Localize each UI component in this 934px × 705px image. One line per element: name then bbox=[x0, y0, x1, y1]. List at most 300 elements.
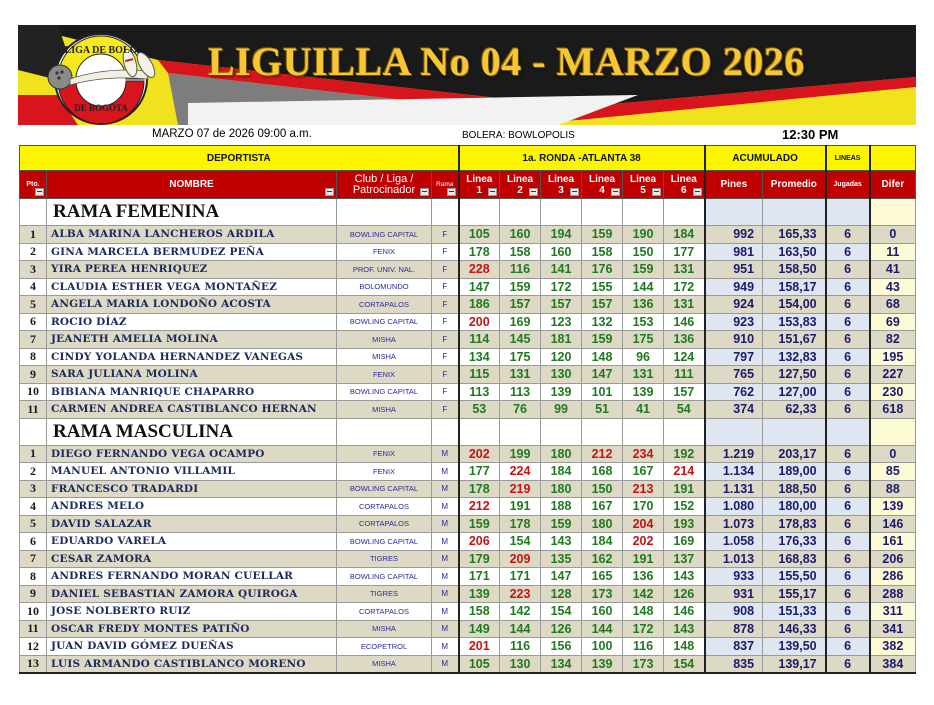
position-cell: 10 bbox=[20, 383, 47, 401]
position-cell: 4 bbox=[20, 278, 47, 296]
difer-cell: 618 bbox=[870, 401, 916, 419]
section-promedio-blank bbox=[763, 418, 826, 445]
line-2-score-cell: 116 bbox=[500, 638, 541, 656]
line-6-score-cell: 184 bbox=[664, 226, 705, 244]
table-row bbox=[20, 585, 916, 603]
table-row bbox=[20, 313, 916, 331]
filter-dropdown-icon[interactable] bbox=[570, 188, 579, 196]
line-6-score-cell: 169 bbox=[664, 533, 705, 551]
line-6-score-cell: 146 bbox=[664, 313, 705, 331]
col-header-pos[interactable]: Pto. bbox=[20, 171, 47, 199]
filter-dropdown-icon[interactable] bbox=[35, 188, 44, 196]
section-pos-blank bbox=[20, 418, 47, 445]
section-jugadas-blank bbox=[826, 199, 870, 226]
table-row bbox=[20, 480, 916, 498]
line-5-score-cell: 175 bbox=[623, 331, 664, 349]
section-line-blank bbox=[623, 199, 664, 226]
line-4-score-cell: 162 bbox=[582, 550, 623, 568]
promedio-cell: 189,00 bbox=[763, 463, 826, 481]
promedio-cell: 153,83 bbox=[763, 313, 826, 331]
club-cell: FENIX bbox=[337, 463, 432, 481]
line-4-score-cell: 184 bbox=[582, 533, 623, 551]
line-5-score-cell: 148 bbox=[623, 603, 664, 621]
position-cell: 7 bbox=[20, 550, 47, 568]
player-name-cell: CESAR ZAMORA bbox=[47, 550, 337, 568]
pines-total-cell: 910 bbox=[705, 331, 763, 349]
club-cell: CORTAPALOS bbox=[337, 498, 432, 516]
line-4-score-cell: 160 bbox=[582, 603, 623, 621]
player-name-cell: GINA MARCELA BERMUDEZ PEÑA bbox=[47, 243, 337, 261]
difer-cell: 161 bbox=[870, 533, 916, 551]
rama-cell: F bbox=[432, 401, 459, 419]
line-2-score-cell: 157 bbox=[500, 296, 541, 314]
header-banner bbox=[18, 25, 916, 125]
venue-label: BOLERA: BOWLOPOLIS bbox=[462, 130, 575, 141]
line-6-score-cell: 177 bbox=[664, 243, 705, 261]
section-line-blank bbox=[500, 199, 541, 226]
line-1-score-cell: 158 bbox=[459, 603, 500, 621]
club-cell: ECOPETROL bbox=[337, 638, 432, 656]
line-5-score-cell: 41 bbox=[623, 401, 664, 419]
line-1-score-cell: 171 bbox=[459, 568, 500, 586]
difer-cell: 341 bbox=[870, 620, 916, 638]
position-cell: 2 bbox=[20, 243, 47, 261]
filter-dropdown-icon[interactable] bbox=[652, 188, 661, 196]
col-header-linea-5[interactable]: Linea 5 bbox=[623, 171, 664, 199]
jugadas-cell: 6 bbox=[826, 620, 870, 638]
section-line-blank bbox=[459, 418, 500, 445]
difer-cell: 206 bbox=[870, 550, 916, 568]
table-row bbox=[20, 348, 916, 366]
line-5-score-cell: 190 bbox=[623, 226, 664, 244]
col-header-club[interactable]: Club / Liga / Patrocinador bbox=[337, 171, 432, 199]
line-2-score-cell: 158 bbox=[500, 243, 541, 261]
club-cell: MISHA bbox=[337, 620, 432, 638]
svg-text:DE BOGOTA: DE BOGOTA bbox=[74, 103, 128, 113]
line-4-score-cell: 147 bbox=[582, 366, 623, 384]
line-1-score-cell: 149 bbox=[459, 620, 500, 638]
jugadas-cell: 6 bbox=[826, 313, 870, 331]
column-header-row bbox=[20, 171, 916, 199]
line-2-score-cell: 209 bbox=[500, 550, 541, 568]
line-5-score-cell: 234 bbox=[623, 445, 664, 463]
line-1-score-cell: 134 bbox=[459, 348, 500, 366]
pines-total-cell: 923 bbox=[705, 313, 763, 331]
line-3-score-cell: 139 bbox=[541, 383, 582, 401]
table-row bbox=[20, 261, 916, 279]
club-cell: FENIX bbox=[337, 445, 432, 463]
group-header-ronda: 1a. RONDA -ATLANTA 38 bbox=[459, 146, 705, 171]
line-3-score-cell: 128 bbox=[541, 585, 582, 603]
line-2-score-cell: 142 bbox=[500, 603, 541, 621]
line-3-score-cell: 188 bbox=[541, 498, 582, 516]
line-5-score-cell: 173 bbox=[623, 655, 664, 673]
line-5-score-cell: 204 bbox=[623, 515, 664, 533]
promedio-cell: 176,33 bbox=[763, 533, 826, 551]
difer-cell: 384 bbox=[870, 655, 916, 673]
rama-cell: F bbox=[432, 331, 459, 349]
line-5-score-cell: 136 bbox=[623, 296, 664, 314]
line-3-score-cell: 120 bbox=[541, 348, 582, 366]
line-6-score-cell: 124 bbox=[664, 348, 705, 366]
section-jugadas-blank bbox=[826, 418, 870, 445]
col-header-jugadas: Jugadas bbox=[826, 171, 870, 199]
col-header-rama[interactable]: Rama bbox=[432, 171, 459, 199]
section-line-blank bbox=[500, 418, 541, 445]
difer-cell: 11 bbox=[870, 243, 916, 261]
player-name-cell: MANUEL ANTONIO VILLAMIL bbox=[47, 463, 337, 481]
pines-total-cell: 981 bbox=[705, 243, 763, 261]
rama-cell: M bbox=[432, 480, 459, 498]
line-5-score-cell: 167 bbox=[623, 463, 664, 481]
line-5-score-cell: 159 bbox=[623, 261, 664, 279]
pines-total-cell: 1.013 bbox=[705, 550, 763, 568]
line-4-score-cell: 101 bbox=[582, 383, 623, 401]
line-5-score-cell: 116 bbox=[623, 638, 664, 656]
line-2-score-cell: 76 bbox=[500, 401, 541, 419]
line-4-score-cell: 168 bbox=[582, 463, 623, 481]
line-5-score-cell: 139 bbox=[623, 383, 664, 401]
promedio-cell: 155,17 bbox=[763, 585, 826, 603]
line-3-score-cell: 135 bbox=[541, 550, 582, 568]
position-cell: 8 bbox=[20, 568, 47, 586]
line-6-score-cell: 191 bbox=[664, 480, 705, 498]
section-difer-blank bbox=[870, 418, 916, 445]
line-2-score-cell: 116 bbox=[500, 261, 541, 279]
line-4-score-cell: 100 bbox=[582, 638, 623, 656]
filter-dropdown-icon[interactable] bbox=[693, 188, 702, 196]
pines-total-cell: 1.131 bbox=[705, 480, 763, 498]
filter-dropdown-icon[interactable] bbox=[529, 188, 538, 196]
line-4-score-cell: 159 bbox=[582, 226, 623, 244]
section-promedio-blank bbox=[763, 199, 826, 226]
line-6-score-cell: 137 bbox=[664, 550, 705, 568]
line-6-score-cell: 136 bbox=[664, 331, 705, 349]
promedio-cell: 62,33 bbox=[763, 401, 826, 419]
line-4-score-cell: 150 bbox=[582, 480, 623, 498]
line-2-score-cell: 175 bbox=[500, 348, 541, 366]
difer-cell: 85 bbox=[870, 463, 916, 481]
filter-dropdown-icon[interactable] bbox=[611, 188, 620, 196]
filter-dropdown-icon[interactable] bbox=[488, 188, 497, 196]
promedio-cell: 127,50 bbox=[763, 366, 826, 384]
difer-cell: 43 bbox=[870, 278, 916, 296]
section-line-blank bbox=[623, 418, 664, 445]
filter-dropdown-icon[interactable] bbox=[325, 188, 334, 196]
table-row bbox=[20, 226, 916, 244]
line-3-score-cell: 141 bbox=[541, 261, 582, 279]
line-5-score-cell: 144 bbox=[623, 278, 664, 296]
line-1-score-cell: 178 bbox=[459, 480, 500, 498]
line-3-score-cell: 184 bbox=[541, 463, 582, 481]
player-name-cell: ANDRES FERNANDO MORAN CUELLAR bbox=[47, 568, 337, 586]
table-row bbox=[20, 445, 916, 463]
col-header-linea-3[interactable]: Linea 3 bbox=[541, 171, 582, 199]
section-line-blank bbox=[541, 418, 582, 445]
player-name-cell: CARMEN ANDREA CASTIBLANCO HERNAN bbox=[47, 401, 337, 419]
line-5-score-cell: 150 bbox=[623, 243, 664, 261]
difer-cell: 311 bbox=[870, 603, 916, 621]
results-table bbox=[19, 145, 916, 674]
club-cell: CORTAPALOS bbox=[337, 515, 432, 533]
promedio-cell: 158,17 bbox=[763, 278, 826, 296]
line-4-score-cell: 157 bbox=[582, 296, 623, 314]
jugadas-cell: 6 bbox=[826, 603, 870, 621]
position-cell: 12 bbox=[20, 638, 47, 656]
rama-cell: F bbox=[432, 383, 459, 401]
club-cell: CORTAPALOS bbox=[337, 296, 432, 314]
line-6-score-cell: 193 bbox=[664, 515, 705, 533]
table-row bbox=[20, 383, 916, 401]
line-4-score-cell: 155 bbox=[582, 278, 623, 296]
line-1-score-cell: 201 bbox=[459, 638, 500, 656]
line-2-score-cell: 113 bbox=[500, 383, 541, 401]
jugadas-cell: 6 bbox=[826, 226, 870, 244]
pines-total-cell: 762 bbox=[705, 383, 763, 401]
pines-total-cell: 951 bbox=[705, 261, 763, 279]
club-cell: PROF. UNIV. NAL. bbox=[337, 261, 432, 279]
line-4-score-cell: 176 bbox=[582, 261, 623, 279]
table-row bbox=[20, 498, 916, 516]
group-header-difer-blank bbox=[870, 146, 916, 171]
promedio-cell: 146,33 bbox=[763, 620, 826, 638]
line-3-score-cell: 172 bbox=[541, 278, 582, 296]
rama-cell: F bbox=[432, 366, 459, 384]
line-6-score-cell: 143 bbox=[664, 620, 705, 638]
section-title: RAMA FEMENINA bbox=[47, 199, 337, 226]
promedio-cell: 178,83 bbox=[763, 515, 826, 533]
pines-total-cell: 1.073 bbox=[705, 515, 763, 533]
line-1-score-cell: 105 bbox=[459, 655, 500, 673]
pines-total-cell: 1.080 bbox=[705, 498, 763, 516]
player-name-cell: ALBA MARINA LANCHEROS ARDILA bbox=[47, 226, 337, 244]
line-5-score-cell: 191 bbox=[623, 550, 664, 568]
line-5-score-cell: 131 bbox=[623, 366, 664, 384]
position-cell: 6 bbox=[20, 533, 47, 551]
line-1-score-cell: 147 bbox=[459, 278, 500, 296]
table-row bbox=[20, 296, 916, 314]
line-3-score-cell: 156 bbox=[541, 638, 582, 656]
club-cell: BOLOMUNDO bbox=[337, 278, 432, 296]
line-5-score-cell: 172 bbox=[623, 620, 664, 638]
rama-cell: M bbox=[432, 498, 459, 516]
rama-cell: M bbox=[432, 655, 459, 673]
group-header-lineas: LINEAS bbox=[826, 146, 870, 171]
line-6-score-cell: 131 bbox=[664, 261, 705, 279]
jugadas-cell: 6 bbox=[826, 480, 870, 498]
line-1-score-cell: 113 bbox=[459, 383, 500, 401]
line-3-score-cell: 147 bbox=[541, 568, 582, 586]
line-2-score-cell: 130 bbox=[500, 655, 541, 673]
player-name-cell: JEANETH AMELIA MOLINA bbox=[47, 331, 337, 349]
line-2-score-cell: 219 bbox=[500, 480, 541, 498]
difer-cell: 68 bbox=[870, 296, 916, 314]
club-cell: BOWLING CAPITAL bbox=[337, 533, 432, 551]
line-4-score-cell: 51 bbox=[582, 401, 623, 419]
pines-total-cell: 1.058 bbox=[705, 533, 763, 551]
line-2-score-cell: 131 bbox=[500, 366, 541, 384]
club-cell: MISHA bbox=[337, 348, 432, 366]
line-3-score-cell: 143 bbox=[541, 533, 582, 551]
pines-total-cell: 924 bbox=[705, 296, 763, 314]
rama-cell: M bbox=[432, 620, 459, 638]
player-name-cell: DIEGO FERNANDO VEGA OCAMPO bbox=[47, 445, 337, 463]
promedio-cell: 158,50 bbox=[763, 261, 826, 279]
event-date: MARZO 07 de 2026 09:00 a.m. bbox=[152, 128, 312, 140]
rama-cell: M bbox=[432, 568, 459, 586]
club-cell: FENIX bbox=[337, 366, 432, 384]
position-cell: 1 bbox=[20, 445, 47, 463]
difer-cell: 88 bbox=[870, 480, 916, 498]
line-4-score-cell: 158 bbox=[582, 243, 623, 261]
section-header-row bbox=[20, 199, 916, 226]
promedio-cell: 127,00 bbox=[763, 383, 826, 401]
line-5-score-cell: 202 bbox=[623, 533, 664, 551]
line-6-score-cell: 126 bbox=[664, 585, 705, 603]
rama-cell: F bbox=[432, 243, 459, 261]
line-6-score-cell: 54 bbox=[664, 401, 705, 419]
jugadas-cell: 6 bbox=[826, 568, 870, 586]
line-1-score-cell: 139 bbox=[459, 585, 500, 603]
club-cell: BOWLING CAPITAL bbox=[337, 226, 432, 244]
promedio-cell: 139,50 bbox=[763, 638, 826, 656]
line-2-score-cell: 145 bbox=[500, 331, 541, 349]
player-name-cell: ANDRES MELO bbox=[47, 498, 337, 516]
line-1-score-cell: 200 bbox=[459, 313, 500, 331]
filter-dropdown-icon[interactable] bbox=[420, 188, 429, 196]
pines-total-cell: 835 bbox=[705, 655, 763, 673]
line-1-score-cell: 228 bbox=[459, 261, 500, 279]
line-3-score-cell: 134 bbox=[541, 655, 582, 673]
jugadas-cell: 6 bbox=[826, 331, 870, 349]
section-line-blank bbox=[582, 199, 623, 226]
line-5-score-cell: 142 bbox=[623, 585, 664, 603]
player-name-cell: CINDY YOLANDA HERNANDEZ VANEGAS bbox=[47, 348, 337, 366]
filter-dropdown-icon[interactable] bbox=[447, 188, 456, 196]
pines-total-cell: 949 bbox=[705, 278, 763, 296]
table-row bbox=[20, 401, 916, 419]
player-name-cell: EDUARDO VARELA bbox=[47, 533, 337, 551]
club-cell: MISHA bbox=[337, 655, 432, 673]
col-header-linea-6[interactable]: Linea 6 bbox=[664, 171, 705, 199]
rama-cell: F bbox=[432, 226, 459, 244]
jugadas-cell: 6 bbox=[826, 463, 870, 481]
page-title: LIGUILLA No 04 - MARZO 2026 bbox=[208, 39, 805, 84]
table-row bbox=[20, 331, 916, 349]
line-3-score-cell: 126 bbox=[541, 620, 582, 638]
pines-total-cell: 992 bbox=[705, 226, 763, 244]
position-cell: 13 bbox=[20, 655, 47, 673]
table-row bbox=[20, 533, 916, 551]
section-pos-blank bbox=[20, 199, 47, 226]
jugadas-cell: 6 bbox=[826, 278, 870, 296]
difer-cell: 0 bbox=[870, 226, 916, 244]
player-name-cell: DAVID SALAZAR bbox=[47, 515, 337, 533]
line-4-score-cell: 139 bbox=[582, 655, 623, 673]
rama-cell: F bbox=[432, 296, 459, 314]
club-cell: BOWLING CAPITAL bbox=[337, 568, 432, 586]
pines-total-cell: 878 bbox=[705, 620, 763, 638]
line-6-score-cell: 131 bbox=[664, 296, 705, 314]
line-5-score-cell: 213 bbox=[623, 480, 664, 498]
line-4-score-cell: 144 bbox=[582, 620, 623, 638]
club-cell: TIGRES bbox=[337, 550, 432, 568]
jugadas-cell: 6 bbox=[826, 366, 870, 384]
rama-cell: F bbox=[432, 278, 459, 296]
rama-cell: F bbox=[432, 348, 459, 366]
table-row bbox=[20, 638, 916, 656]
table-row bbox=[20, 278, 916, 296]
jugadas-cell: 6 bbox=[826, 550, 870, 568]
line-5-score-cell: 96 bbox=[623, 348, 664, 366]
line-6-score-cell: 172 bbox=[664, 278, 705, 296]
pines-total-cell: 374 bbox=[705, 401, 763, 419]
line-5-score-cell: 170 bbox=[623, 498, 664, 516]
col-header-linea-2[interactable]: Linea 2 bbox=[500, 171, 541, 199]
difer-cell: 41 bbox=[870, 261, 916, 279]
event-time: 12:30 PM bbox=[782, 127, 839, 142]
col-header-name[interactable]: NOMBRE bbox=[47, 171, 337, 199]
line-4-score-cell: 148 bbox=[582, 348, 623, 366]
table-row bbox=[20, 463, 916, 481]
pines-total-cell: 837 bbox=[705, 638, 763, 656]
promedio-cell: 151,33 bbox=[763, 603, 826, 621]
line-1-score-cell: 114 bbox=[459, 331, 500, 349]
position-cell: 4 bbox=[20, 498, 47, 516]
line-1-score-cell: 159 bbox=[459, 515, 500, 533]
col-header-linea-1[interactable]: Linea 1 bbox=[459, 171, 500, 199]
line-2-score-cell: 191 bbox=[500, 498, 541, 516]
player-name-cell: FRANCESCO TRADARDI bbox=[47, 480, 337, 498]
section-line-blank bbox=[664, 199, 705, 226]
pines-total-cell: 933 bbox=[705, 568, 763, 586]
position-cell: 8 bbox=[20, 348, 47, 366]
liga-bolo-bogota-logo bbox=[46, 29, 166, 125]
section-club-blank bbox=[337, 418, 432, 445]
difer-cell: 195 bbox=[870, 348, 916, 366]
section-pines-blank bbox=[705, 418, 763, 445]
jugadas-cell: 6 bbox=[826, 243, 870, 261]
position-cell: 5 bbox=[20, 515, 47, 533]
promedio-cell: 168,83 bbox=[763, 550, 826, 568]
line-3-score-cell: 180 bbox=[541, 445, 582, 463]
line-1-score-cell: 177 bbox=[459, 463, 500, 481]
jugadas-cell: 6 bbox=[826, 348, 870, 366]
difer-cell: 82 bbox=[870, 331, 916, 349]
line-3-score-cell: 123 bbox=[541, 313, 582, 331]
line-5-score-cell: 153 bbox=[623, 313, 664, 331]
pines-total-cell: 1.134 bbox=[705, 463, 763, 481]
line-6-score-cell: 152 bbox=[664, 498, 705, 516]
jugadas-cell: 6 bbox=[826, 296, 870, 314]
player-name-cell: JOSE NOLBERTO RUIZ bbox=[47, 603, 337, 621]
line-1-score-cell: 202 bbox=[459, 445, 500, 463]
col-header-linea-4[interactable]: Linea 4 bbox=[582, 171, 623, 199]
line-3-score-cell: 181 bbox=[541, 331, 582, 349]
player-name-cell: CLAUDIA ESTHER VEGA MONTAÑEZ bbox=[47, 278, 337, 296]
club-cell: BOWLING CAPITAL bbox=[337, 313, 432, 331]
difer-cell: 69 bbox=[870, 313, 916, 331]
col-header-promedio: Promedio bbox=[763, 171, 826, 199]
table-row bbox=[20, 655, 916, 673]
position-cell: 11 bbox=[20, 620, 47, 638]
rama-cell: M bbox=[432, 463, 459, 481]
player-name-cell: ANGELA MARIA LONDOÑO ACOSTA bbox=[47, 296, 337, 314]
section-difer-blank bbox=[870, 199, 916, 226]
line-1-score-cell: 206 bbox=[459, 533, 500, 551]
rama-cell: M bbox=[432, 550, 459, 568]
position-cell: 3 bbox=[20, 261, 47, 279]
